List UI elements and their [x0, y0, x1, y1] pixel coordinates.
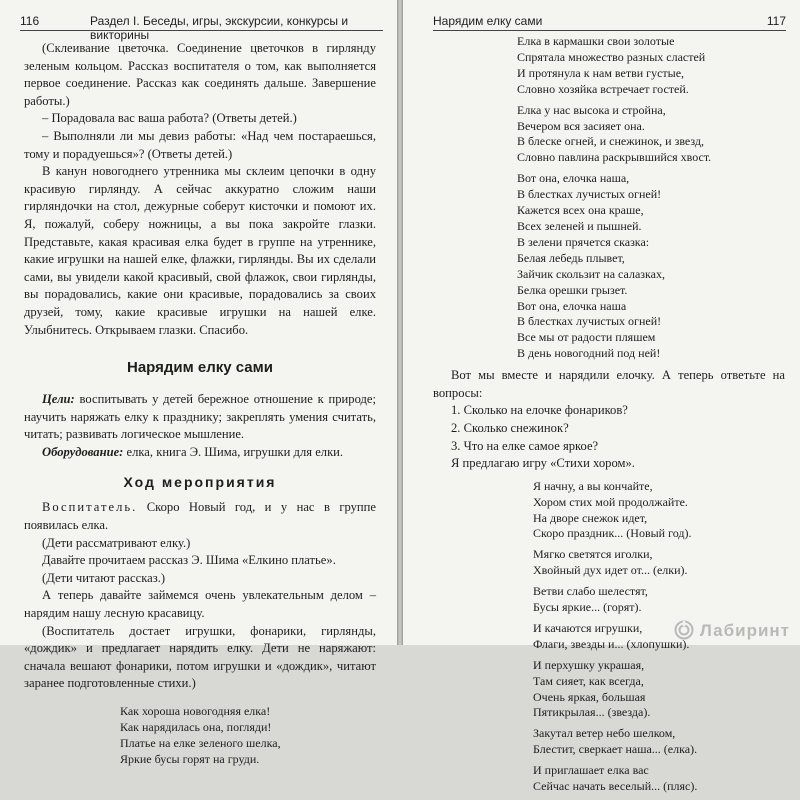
poem-stanza: [433, 547, 785, 579]
poem-line: Всех зеленей и пышней.: [517, 218, 642, 233]
poem-line: В блестках лучистых огней!: [517, 187, 662, 202]
right-running-header: [433, 14, 786, 31]
poem-line: Там сияет, как всегда,: [533, 673, 644, 688]
watermark-text: Лабиринт: [699, 621, 790, 640]
poem-line: Я начну, а вы кончайте,: [533, 478, 653, 493]
poem-line: Ветви слабо шелестят,: [533, 584, 648, 599]
poem-stanza: [433, 658, 785, 722]
poem-line: Елка в кармашки свои золотые: [517, 34, 675, 48]
poem-stanza: [433, 726, 785, 758]
paragraph: (Склеивание цветочка. Соединение цветочков в гирлянду зеленым кольцом. Рассказ воспитателя о том, как выполняется первое соединение. Рассказ как соединять дальше. Завершение работы.): [24, 41, 376, 108]
poem-line: Кажется всех она краше,: [517, 203, 644, 218]
subsection-heading: Ход мероприятия: [123, 474, 277, 491]
left-running-header: [20, 14, 383, 42]
poem-line: Вот она, елочка наша,: [517, 171, 630, 186]
poem-line: Елка у нас высока и стройна,: [517, 102, 666, 117]
poem-stanza: [120, 703, 376, 767]
poem-line: Хвойный дух идет от... (елки).: [533, 563, 688, 578]
page-number-right: 117: [766, 14, 786, 28]
poem-stanza: [433, 171, 785, 362]
poem-line: Зайчик скользит на салазках,: [517, 266, 665, 281]
poem-stanza: [433, 763, 785, 795]
poem-line: На дворе снежок идет,: [533, 510, 648, 525]
paragraph: Давайте прочитаем рассказ Э. Шима «Елкино платье».: [42, 553, 336, 568]
poem-line: Очень яркая, большая: [533, 689, 646, 704]
speaker-label: Воспитатель.: [42, 500, 138, 515]
right-page: [403, 0, 800, 794]
poem-line: Как хороша новогодняя елка!: [120, 704, 271, 718]
equipment-label: Оборудование:: [42, 444, 124, 459]
poem-line: В блеске огней, и снежинок, и звезд,: [517, 134, 705, 149]
watermark: [674, 620, 790, 641]
stage-direction: (Воспитатель достает игрушки, фонарики, гирлянды, «дождик» и предлагает нарядить елку. Дети не наряжают: сначала вешают фонарики, потом игрушки и «дождик», читают заранее подготовленные стихи.): [24, 623, 376, 691]
question-list: [451, 402, 785, 455]
poem-line: И приглашает елка вас: [533, 763, 649, 778]
paragraph: В канун новогоднего утренника мы склеим цепочки в одну красивую гирлянду. А сейчас аккуратно сложим наши гирляндочки на стол, дежурные соберут кисточки и помоют их. Я, пожалуй, соберу ножницы, а вы пока закройте глазки. Представьте, какая красивая елка будет в группе на утреннике, какие игрушки на нашей елке, флажки, гирлянды. Вы их сделали сами, вы увидели какой красивый, свой флажок, свои гирлянды, вы порадовались, какие они красивые, порадовались за своих друзей, тому, какие красивые игрушки на нашей елке. Улыбнитесь. Открываем глазки. Спасибо.: [24, 164, 376, 337]
poem-line: В зелени прячется сказка:: [517, 234, 650, 249]
poem-line: Бусы яркие... (горят).: [533, 600, 642, 615]
poem-line: Скоро праздник... (Новый год).: [533, 526, 692, 541]
page-number-left: 116: [20, 14, 40, 28]
dialogue-line: – Порадовала вас ваша работа? (Ответы детей.): [42, 111, 297, 126]
poem-line: Словно хозяйка встречает гостей.: [517, 81, 689, 96]
paragraph: А теперь давайте займемся очень увлекательным делом – нарядим нашу лесную красавицу.: [24, 588, 376, 621]
left-page: [0, 0, 397, 766]
poem-stanza: [433, 103, 785, 167]
right-text-column: [433, 34, 785, 800]
labyrinth-logo-icon: [674, 620, 694, 640]
question-item: 3. Что на елке самое яркое?: [451, 438, 599, 453]
poem-line: В блестках лучистых огней!: [517, 314, 662, 329]
equipment-text: елка, книга Э. Шима, игрушки для елки.: [123, 444, 344, 459]
speaker-text: Скоро Новый год, и у нас в группе появилась елка.: [24, 500, 376, 533]
dialogue-line: – Выполняли ли мы девиз работы: «Над чем постараешься, тому и порадуешься»? (Ответы детей.): [24, 128, 376, 161]
poem-line: Вечером вся засияет она.: [517, 118, 645, 133]
poem-line: Хором стих мой продолжайте.: [533, 494, 688, 509]
poem-line: Белка орешки грызет.: [517, 282, 628, 297]
poem-line: Блестит, сверкает наша... (елка).: [533, 742, 698, 757]
poem-line: Сейчас начать веселый... (пляс).: [533, 779, 698, 794]
speaker-line: [24, 499, 376, 534]
poem-line: Закутал ветер небо шелком,: [533, 726, 676, 741]
paragraph: Вот мы вместе и нарядили елочку. А теперь ответьте на вопросы:: [433, 368, 785, 400]
poem-line: И качаются игрушки,: [533, 620, 643, 635]
poem-line: Мягко светятся иголки,: [533, 547, 653, 562]
question-item: 1. Сколько на елочке фонариков?: [451, 403, 628, 418]
poem-stanza: [433, 34, 785, 98]
poem-line: И перхушку украшая,: [533, 657, 645, 672]
question-item: 2. Сколько снежинок?: [451, 420, 569, 435]
poem-stanza: [433, 584, 785, 616]
poem-block: [433, 34, 785, 362]
goals-text: воспитывать у детей бережное отношение к природе; научить наряжать елку к празднику; закреплять умения считать, читать; развивать логическое мышление.: [24, 392, 376, 442]
poem-line: Платье на елке зеленого шелка,: [120, 736, 281, 750]
poem-line: Словно павлина раскрывшийся хвост.: [517, 150, 712, 165]
running-head-left: Раздел I. Беседы, игры, экскурсии, конкурсы и викторины: [90, 14, 349, 42]
poem-line: В день новогодний под ней!: [517, 346, 661, 361]
poem-line: Как нарядилась она, погляди!: [120, 720, 272, 734]
poem-line: Все мы от радости пляшем: [517, 330, 656, 345]
section-heading: Нарядим елку сами: [127, 359, 273, 377]
poem-stanza: [433, 479, 785, 543]
poem-line: И протянула к нам ветви густые,: [517, 65, 685, 80]
poem-line: Вот она, елочка наша: [517, 298, 627, 313]
stage-direction: (Дети рассматривают елку.): [42, 535, 191, 550]
goals-label: Цели:: [42, 392, 75, 407]
poem-line: Спрятала множество разных сластей: [517, 49, 706, 64]
poem-line: Флаги, звезды и... (хлопушки).: [533, 636, 690, 651]
poem-line: Белая лебедь плывет,: [517, 250, 625, 265]
stage-direction: (Дети читают рассказ.): [42, 570, 166, 585]
poem-line: Яркие бусы горят на груди.: [120, 752, 260, 766]
left-text-column: [24, 40, 376, 767]
running-head-right: Нарядим елку сами: [433, 14, 543, 28]
equipment-paragraph: [24, 444, 376, 462]
poem-line: Пятикрылая... (звезда).: [533, 705, 651, 720]
goals-paragraph: [24, 391, 376, 444]
paragraph: Я предлагаю игру «Стихи хором».: [451, 456, 635, 471]
